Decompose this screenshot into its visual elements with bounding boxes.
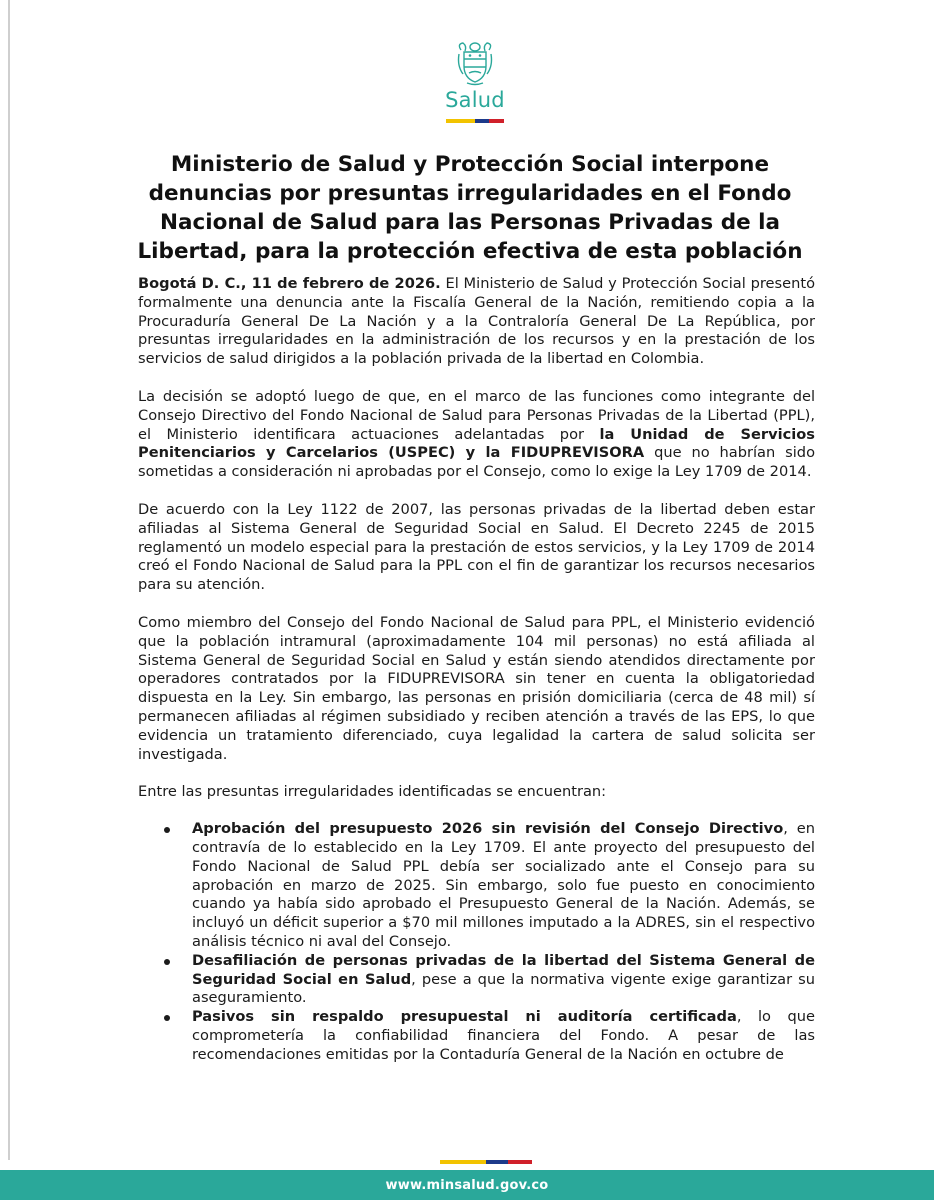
logo-text: Salud [445,88,505,112]
list-item: Desafiliación de personas privadas de la libertad del Sistema General de Seguridad Social en Salud, pese a que la normativa vigente exige garantizar su aseguramiento. [138,952,815,1008]
paragraph-1: Bogotá D. C., 11 de febrero de 2026. El Ministerio de Salud y Protección Social presentó formalmente una denuncia ante la Fiscalía General de la Nación, remitiendo copia a la Procuraduría General De La Nación y a la Contraloría General De La República, por presuntas irregularidades en la administración de los recursos y en la prestación de los servicios de salud dirigidos a la población privada de la libertad en Colombia. [138,275,815,368]
bullet-dot [164,1015,170,1021]
press-release-body [138,275,815,1064]
irregularities-list [138,820,815,1064]
paragraph-3: De acuerdo con la Ley 1122 de 2007, las personas privadas de la libertad deben estar afiliadas al Sistema General de Seguridad Social en Salud. El Decreto 2245 de 2015 reglamentó un modelo especial para la prestación de estos servicios, y la Ley 1709 de 2014 creó el Fondo Nacional de Salud para la PPL con el fin de garantizar los recursos necesarios para su atención. [138,500,815,594]
list-item: Aprobación del presupuesto 2026 sin revisión del Consejo Directivo, en contravía de lo establecido en la Ley 1709. El ante proyecto del presupuesto del Fondo Nacional de Salud PPL debía ser socializado ante el Consejo para su aprobación en marzo de 2025. Sin embargo, solo fue puesto en conocimiento cuando ya había sido aprobado el Presupuesto General de la Nación. Además, se incluyó un déficit superior a $70 mil millones imputado a la ADRES, sin el respectivo análisis técnico ni aval del Consejo. [138,820,815,952]
list-item: Pasivos sin respaldo presupuestal ni auditoría certificada, lo que comprometería la confiabilidad financiera del Fondo. A pesar de las recomendaciones emitidas por la Contaduría General de la Nación en octubre de [138,1008,815,1064]
salud-logo [440,40,510,123]
press-release-title: Ministerio de Salud y Protección Social interpone denuncias por presuntas irregularidades en el Fondo Nacional de Salud para las Personas Privadas de la Libertad, para la protección efectiva de esta población [137,152,803,264]
paragraph-5: Entre las presuntas irregularidades identificadas se encuentran: [138,783,607,801]
paragraph-2: La decisión se adoptó luego de que, en el marco de las funciones como integrante del Consejo Directivo del Fondo Nacional de Salud para Personas Privadas de la Libertad (PPL), el Ministerio identificara actuaciones adelantadas por la Unidad de Servicios Penitenciarios y Carcelarios (USPEC) y la FIDUPREVISORA que no habrían sido sometidas a consideración ni aprobadas por el Consejo, como lo exige la Ley 1709 de 2014. [138,387,815,481]
footer-band [0,1170,934,1200]
bullet-dot [164,959,170,965]
page-edge-rule [8,0,10,1160]
paragraph-4: Como miembro del Consejo del Fondo Nacional de Salud para PPL, el Ministerio evidenció que la población intramural (aproximadamente 104 mil personas) no está afiliada al Sistema General de Seguridad Social en Salud y están siendo atendidos directamente por operadores contratados por la FIDUPREVISORA sin tener en cuenta la obligatoriedad dispuesta en la Ley. Sin embargo, las personas en prisión domiciliaria (cerca de 48 mil) sí permanecen afiliadas al régimen subsidiado y reciben atención a través de las EPS, lo que evidencia un tratamiento diferenciado, cuya legalidad la cartera de salud solicita ser investigada. [138,613,815,763]
dateline: Bogotá D. C., 11 de febrero de 2026. [138,275,441,292]
footer-flag-bar [440,1160,532,1164]
footer-url-link[interactable]: www.minsalud.gov.co [385,1178,549,1193]
logo-flag-bar [446,119,504,123]
bullet-dot [164,827,170,833]
colombia-coat-of-arms-icon [455,40,495,86]
